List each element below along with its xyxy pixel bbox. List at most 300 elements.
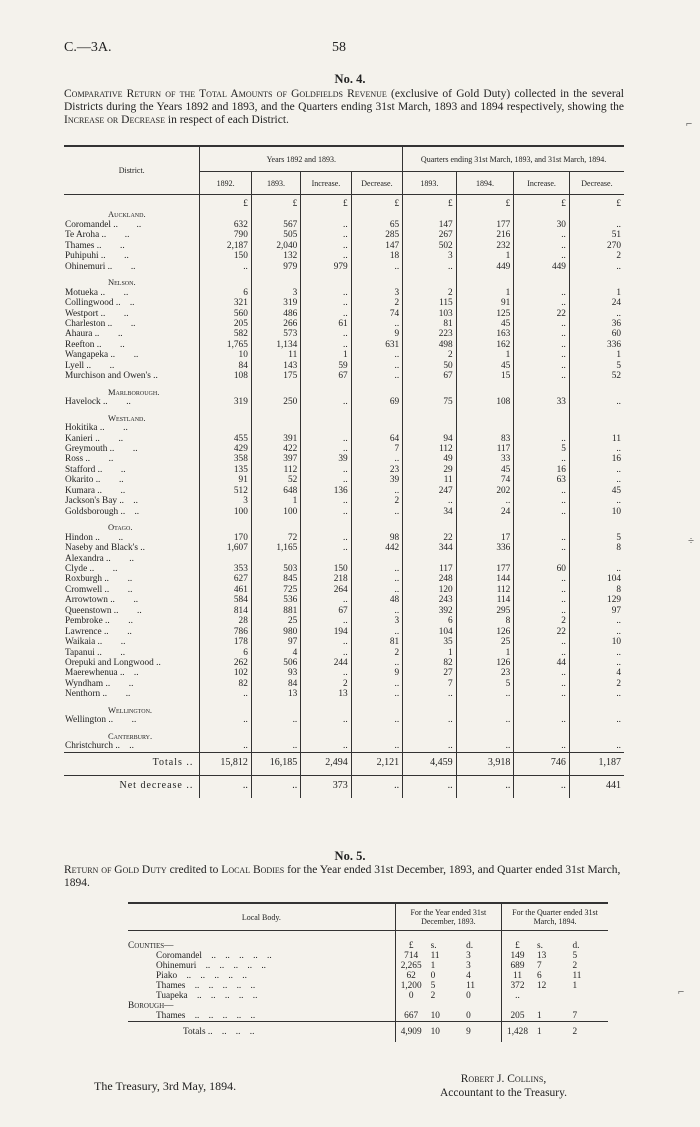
value-cell: .. <box>456 496 514 506</box>
value-cell: 5 <box>514 444 570 454</box>
value-cell: 100 <box>251 507 300 517</box>
district-header: District. <box>64 146 200 195</box>
value-cell: .. <box>569 648 624 658</box>
district-name <box>64 668 200 678</box>
margin-mark-icon: ÷ <box>688 535 695 547</box>
blank-cell <box>572 1001 608 1011</box>
value-cell <box>301 554 351 564</box>
table-row <box>64 434 624 444</box>
value-cell: 2 <box>572 961 578 971</box>
totals-text: Totals <box>183 1027 206 1037</box>
table-row <box>64 496 624 506</box>
district-label: Cromwell <box>65 584 103 595</box>
value-cell: .. <box>514 595 570 605</box>
leader-dots: .. .. <box>110 219 142 230</box>
value-cell: 336 <box>456 543 514 553</box>
value-cell: .. <box>514 288 570 298</box>
value-cell: 1 <box>537 1022 572 1043</box>
value-cell: 6 <box>403 616 457 626</box>
table-row <box>64 637 624 647</box>
district-name <box>64 627 200 637</box>
section-row <box>64 731 624 741</box>
value-cell: 63 <box>514 475 570 485</box>
value-cell: .. <box>514 574 570 584</box>
blank-cell <box>351 277 402 287</box>
leader-dots: .. .. <box>106 715 137 726</box>
leader-dots: .. .. <box>103 553 134 564</box>
blank-cell <box>403 209 457 219</box>
value-cell: 67 <box>301 606 351 616</box>
value-cell: 0 <box>466 1011 471 1021</box>
value-cell: 81 <box>403 319 457 329</box>
section-row <box>64 705 624 715</box>
table5-desc-lb: Local Bodies <box>221 864 285 876</box>
value-cell: 84 <box>251 679 300 689</box>
value-cell: .. <box>301 496 351 506</box>
blank-cell <box>200 522 251 532</box>
district-label: Greymouth <box>65 443 108 454</box>
value-cell: 1 <box>536 1011 542 1021</box>
value-cell: 50 <box>403 361 457 371</box>
blank-cell <box>569 731 624 741</box>
value-cell: 30 <box>514 220 570 230</box>
district-name <box>64 371 200 381</box>
district-name <box>64 637 200 647</box>
leader-dots: .. .. <box>111 605 142 616</box>
value-cell: 6 <box>200 648 251 658</box>
district-label: Goldsborough <box>65 506 119 517</box>
blank-cell <box>301 413 351 423</box>
table-row <box>64 220 624 230</box>
value-cell: .. <box>514 507 570 517</box>
value-cell: 112 <box>456 585 514 595</box>
value-cell: 2,265 <box>395 961 430 971</box>
group-row <box>128 1001 608 1011</box>
value-cell: 4 <box>466 971 471 981</box>
district-name <box>64 465 200 475</box>
value-cell: 15,812 <box>200 752 251 775</box>
value-cell: 344 <box>403 543 457 553</box>
value-cell: 3 <box>251 288 300 298</box>
blank-cell <box>537 931 572 942</box>
column-header: 1893. <box>251 172 300 195</box>
value-cell: 627 <box>200 574 251 584</box>
value-cell: .. <box>569 262 624 272</box>
value-cell: 1 <box>301 350 351 360</box>
value-cell <box>301 423 351 433</box>
value-cell: .. <box>301 648 351 658</box>
value-cell: 23 <box>456 668 514 678</box>
unit-label: d. <box>466 941 474 951</box>
district-label: Reefton <box>65 339 95 350</box>
value-cell: .. <box>569 496 624 506</box>
totals-row <box>128 1022 608 1043</box>
value-cell: .. <box>351 350 402 360</box>
local-body-label: Ohinemuri <box>156 961 197 971</box>
value-cell: 10 <box>569 637 624 647</box>
leader-dots: .. .. <box>95 637 126 648</box>
value-cell: .. <box>514 251 570 261</box>
value-cell: 372 <box>502 981 537 991</box>
table4-number: No. 4. <box>334 72 366 86</box>
value-cell: .. <box>301 637 351 647</box>
leader-dots: .. .. .. .. .. <box>177 971 247 981</box>
value-cell: .. <box>200 715 251 725</box>
pound-sign: £ <box>514 195 570 210</box>
table-row <box>64 329 624 339</box>
district-name <box>64 454 200 464</box>
leader-dots: .. .. <box>102 574 133 585</box>
district-label: Orepuki and Longwood <box>65 658 154 669</box>
section-heading: Westland. <box>108 412 146 423</box>
value-cell <box>537 991 572 1001</box>
value-cell: 422 <box>251 444 300 454</box>
pound-sign: £ <box>200 195 251 210</box>
value-cell: .. <box>514 585 570 595</box>
value-cell: .. <box>301 397 351 407</box>
blank-cell <box>569 522 624 532</box>
table4-desc-rest: (exclusive of Gold Duty) collected in the several Districts during the Years 1892 and 1893, and the Quarters ending 31st March, 1893 and 1894 respectively, showing the <box>64 88 625 113</box>
leader-dots: .. .. <box>103 678 134 689</box>
value-cell: 584 <box>200 595 251 605</box>
leader-dots: .. .. <box>92 433 124 444</box>
value-cell: 295 <box>456 606 514 616</box>
table-row <box>64 741 624 752</box>
value-cell <box>351 423 402 433</box>
district-name <box>64 595 200 605</box>
value-cell: .. <box>569 475 624 485</box>
blank-cell <box>351 731 402 741</box>
table5-number: No. 5. <box>334 849 366 863</box>
district-label: Wyndham <box>65 678 104 689</box>
pound-sign: £ <box>351 195 402 210</box>
blank-cell <box>200 413 251 423</box>
leader-dots: .. .. <box>87 563 118 574</box>
value-cell: 262 <box>200 658 251 668</box>
value-cell: .. <box>514 679 570 689</box>
local-body-label: Thames <box>156 1011 186 1021</box>
value-cell: .. <box>514 496 570 506</box>
value-cell: .. <box>301 543 351 553</box>
value-cell: .. <box>514 230 570 240</box>
value-cell: 2 <box>569 251 624 261</box>
district-label: Havelock <box>65 397 101 408</box>
value-cell: 6 <box>200 288 251 298</box>
section-heading: Auckland. <box>108 209 146 220</box>
table-row <box>128 951 608 961</box>
table4-desc-end: in respect of each District. <box>167 114 289 126</box>
value-cell: 126 <box>456 627 514 637</box>
signatory-title: Accountant to the Treasury. <box>440 1087 568 1099</box>
district-label: Westport <box>65 308 99 319</box>
value-cell: 5 <box>569 533 624 543</box>
value-cell: 3 <box>403 251 457 261</box>
value-cell: 177 <box>456 220 514 230</box>
value-cell: .. <box>514 637 570 647</box>
leader-dots: .. .. <box>105 318 136 329</box>
value-cell: 2 <box>351 298 402 308</box>
pound-sign: £ <box>403 195 457 210</box>
leader-dots: .. .. <box>98 287 129 298</box>
value-cell: 881 <box>251 606 300 616</box>
value-cell: 2 <box>430 991 436 1001</box>
table-row <box>64 241 624 251</box>
value-cell: 319 <box>200 397 251 407</box>
value-cell: 51 <box>569 230 624 240</box>
blank-cell <box>456 705 514 715</box>
value-cell: 178 <box>200 637 251 647</box>
table-row <box>64 689 624 699</box>
district-label: Pembroke <box>65 616 103 627</box>
value-cell: 24 <box>456 507 514 517</box>
value-cell: 162 <box>456 340 514 350</box>
value-cell: .. <box>351 715 402 725</box>
section-row <box>64 277 624 287</box>
pound-sign: £ <box>251 195 300 210</box>
blank-cell <box>403 522 457 532</box>
value-cell: 11 <box>569 434 624 444</box>
value-cell: 1,134 <box>251 340 300 350</box>
value-cell: 321 <box>200 298 251 308</box>
district-label: Kumara <box>65 485 95 496</box>
leader-dots: .. .. <box>92 329 123 340</box>
value-cell: 83 <box>456 434 514 444</box>
leader-dots: .. .. <box>100 397 131 408</box>
district-name <box>64 679 200 689</box>
blank-cell <box>395 931 430 942</box>
leader-dots: .. .. <box>117 496 138 507</box>
value-cell: 10 <box>430 1011 440 1021</box>
district-label: Puhipuhi <box>65 251 99 262</box>
value-cell: 102 <box>200 668 251 678</box>
value-cell: .. <box>514 486 570 496</box>
value-cell: 29 <box>403 465 457 475</box>
value-cell: 3 <box>200 496 251 506</box>
value-cell: 52 <box>569 371 624 381</box>
value-cell: 845 <box>251 574 300 584</box>
table-row <box>64 397 624 407</box>
value-cell: 45 <box>456 465 514 475</box>
section-heading: Wellington. <box>108 704 153 715</box>
blank-cell <box>466 1001 501 1011</box>
table-row <box>64 658 624 668</box>
blank-cell <box>403 705 457 715</box>
value-cell: .. <box>569 616 624 626</box>
local-body-label: Coromandel <box>156 951 202 961</box>
district-name <box>64 543 200 553</box>
column-header: 1894. <box>456 172 514 195</box>
unit-label: £ <box>395 941 430 951</box>
value-cell: 7 <box>572 1011 578 1021</box>
value-cell: .. <box>514 533 570 543</box>
value-cell: 506 <box>251 658 300 668</box>
value-cell: 11 <box>502 971 537 981</box>
leader-dots: .. .. .. .. .. <box>187 991 258 1001</box>
district-label: Naseby and Black's <box>65 543 138 554</box>
section-heading: Otago. <box>108 522 133 533</box>
value-cell: 0 <box>395 991 430 1001</box>
blank-cell <box>456 387 514 397</box>
value-cell: .. <box>301 288 351 298</box>
pound-sign: £ <box>456 195 514 210</box>
blank-cell <box>502 1001 537 1011</box>
pound-sign: £ <box>569 195 624 210</box>
district-name <box>64 616 200 626</box>
value-cell: 103 <box>403 309 457 319</box>
value-cell: 689 <box>502 961 537 971</box>
value-cell: 7 <box>403 679 457 689</box>
value-cell: 147 <box>403 220 457 230</box>
value-cell: 503 <box>251 564 300 574</box>
blank-cell <box>403 413 457 423</box>
blank-cell <box>395 1001 430 1011</box>
leader-dots: .. .. <box>84 360 115 371</box>
blank-cell <box>301 277 351 287</box>
value-cell: 36 <box>569 319 624 329</box>
district-label: Ohinemuri <box>65 261 106 272</box>
district-name <box>64 329 200 339</box>
district-name <box>64 340 200 350</box>
value-cell: 3 <box>466 961 471 971</box>
value-cell <box>514 423 570 433</box>
value-cell: .. <box>301 465 351 475</box>
value-cell: .. <box>351 574 402 584</box>
district-name <box>64 507 200 517</box>
blank-cell <box>514 705 570 715</box>
value-cell: .. <box>514 329 570 339</box>
value-cell: 449 <box>456 262 514 272</box>
value-cell: 64 <box>351 434 402 444</box>
leader-dots: .. .. <box>113 298 135 309</box>
value-cell: 1,428 <box>502 1022 537 1043</box>
column-header: Decrease. <box>351 172 402 195</box>
value-cell: 22 <box>514 309 570 319</box>
value-cell: 150 <box>301 564 351 574</box>
value-cell: 81 <box>351 637 402 647</box>
value-cell: 498 <box>403 340 457 350</box>
value-cell: 247 <box>403 486 457 496</box>
leader-dots: .. .. <box>101 626 132 637</box>
value-cell: .. <box>351 741 402 752</box>
value-cell: 536 <box>251 595 300 605</box>
value-cell: 814 <box>200 606 251 616</box>
table-row <box>64 679 624 689</box>
local-body-label: Piako <box>156 971 178 981</box>
value-cell: .. <box>514 689 570 699</box>
value-cell: 2 <box>403 350 457 360</box>
group-label: Counties— <box>128 941 174 951</box>
table-row <box>64 262 624 272</box>
pound-sign-row <box>64 195 624 210</box>
blank-cell <box>251 209 300 219</box>
table-row <box>64 668 624 678</box>
value-cell: 319 <box>251 298 300 308</box>
table-row <box>64 507 624 517</box>
value-cell: 979 <box>251 262 300 272</box>
value-cell: .. <box>301 241 351 251</box>
blank-cell <box>403 387 457 397</box>
value-cell: 486 <box>251 309 300 319</box>
value-cell: 746 <box>514 752 570 775</box>
value-cell: .. <box>301 298 351 308</box>
blank-cell <box>537 1001 572 1011</box>
value-cell: 358 <box>200 454 251 464</box>
value-cell: 27 <box>403 668 457 678</box>
value-cell: 28 <box>200 616 251 626</box>
value-cell: 149 <box>502 951 537 961</box>
value-cell: 3 <box>466 951 471 961</box>
blank-cell <box>301 387 351 397</box>
local-body-label: Tuapeka <box>156 991 188 1001</box>
value-cell: 69 <box>351 397 402 407</box>
district-label: Maerewhenua <box>65 668 118 679</box>
value-cell: 786 <box>200 627 251 637</box>
value-cell: 667 <box>395 1011 430 1022</box>
leader-dots: .. <box>137 543 145 554</box>
value-cell: 136 <box>301 486 351 496</box>
district-name <box>64 486 200 496</box>
value-cell: .. <box>514 361 570 371</box>
value-cell: 82 <box>200 679 251 689</box>
district-name <box>64 533 200 543</box>
blank-cell <box>569 413 624 423</box>
value-cell: 4 <box>251 648 300 658</box>
value-cell: 16 <box>514 465 570 475</box>
value-cell: .. <box>301 329 351 339</box>
blank-cell <box>251 387 300 397</box>
value-cell: .. <box>301 668 351 678</box>
column-header: Increase. <box>514 172 570 195</box>
district-name <box>64 689 200 699</box>
section-heading: Nelson. <box>108 277 136 288</box>
value-cell: 2 <box>351 496 402 506</box>
value-cell: 2,040 <box>251 241 300 251</box>
district-name <box>64 715 200 725</box>
blank-cell <box>251 731 300 741</box>
district-label: Alexandra <box>65 553 104 564</box>
value-cell: .. <box>403 715 457 725</box>
value-cell: .. <box>514 454 570 464</box>
value-cell: 205 <box>200 319 251 329</box>
leader-dots: .. .. <box>94 485 126 496</box>
local-body-label: Thames <box>156 981 186 991</box>
value-cell: 3 <box>351 288 402 298</box>
district-name <box>64 220 200 230</box>
value-cell: .. <box>251 741 300 752</box>
gold-duty-table <box>128 902 608 1042</box>
blank-cell <box>456 731 514 741</box>
value-cell <box>200 423 251 433</box>
district-name <box>64 554 200 564</box>
blank-cell <box>431 931 466 942</box>
value-cell: 632 <box>200 220 251 230</box>
district-label: Thames <box>65 240 95 251</box>
leader-dots: .. .. <box>83 454 114 465</box>
value-cell: 45 <box>456 361 514 371</box>
footer-signature <box>440 1072 567 1100</box>
value-cell: .. <box>351 361 402 371</box>
value-cell: .. <box>351 262 402 272</box>
value-cell <box>456 423 514 433</box>
blank-cell <box>502 931 537 942</box>
value-cell: 391 <box>251 434 300 444</box>
value-cell: 125 <box>456 309 514 319</box>
value-cell: .. <box>301 741 351 752</box>
value-cell: 16,185 <box>251 752 300 775</box>
value-cell: 25 <box>456 637 514 647</box>
value-cell: 979 <box>301 262 351 272</box>
value-cell <box>572 991 608 1001</box>
